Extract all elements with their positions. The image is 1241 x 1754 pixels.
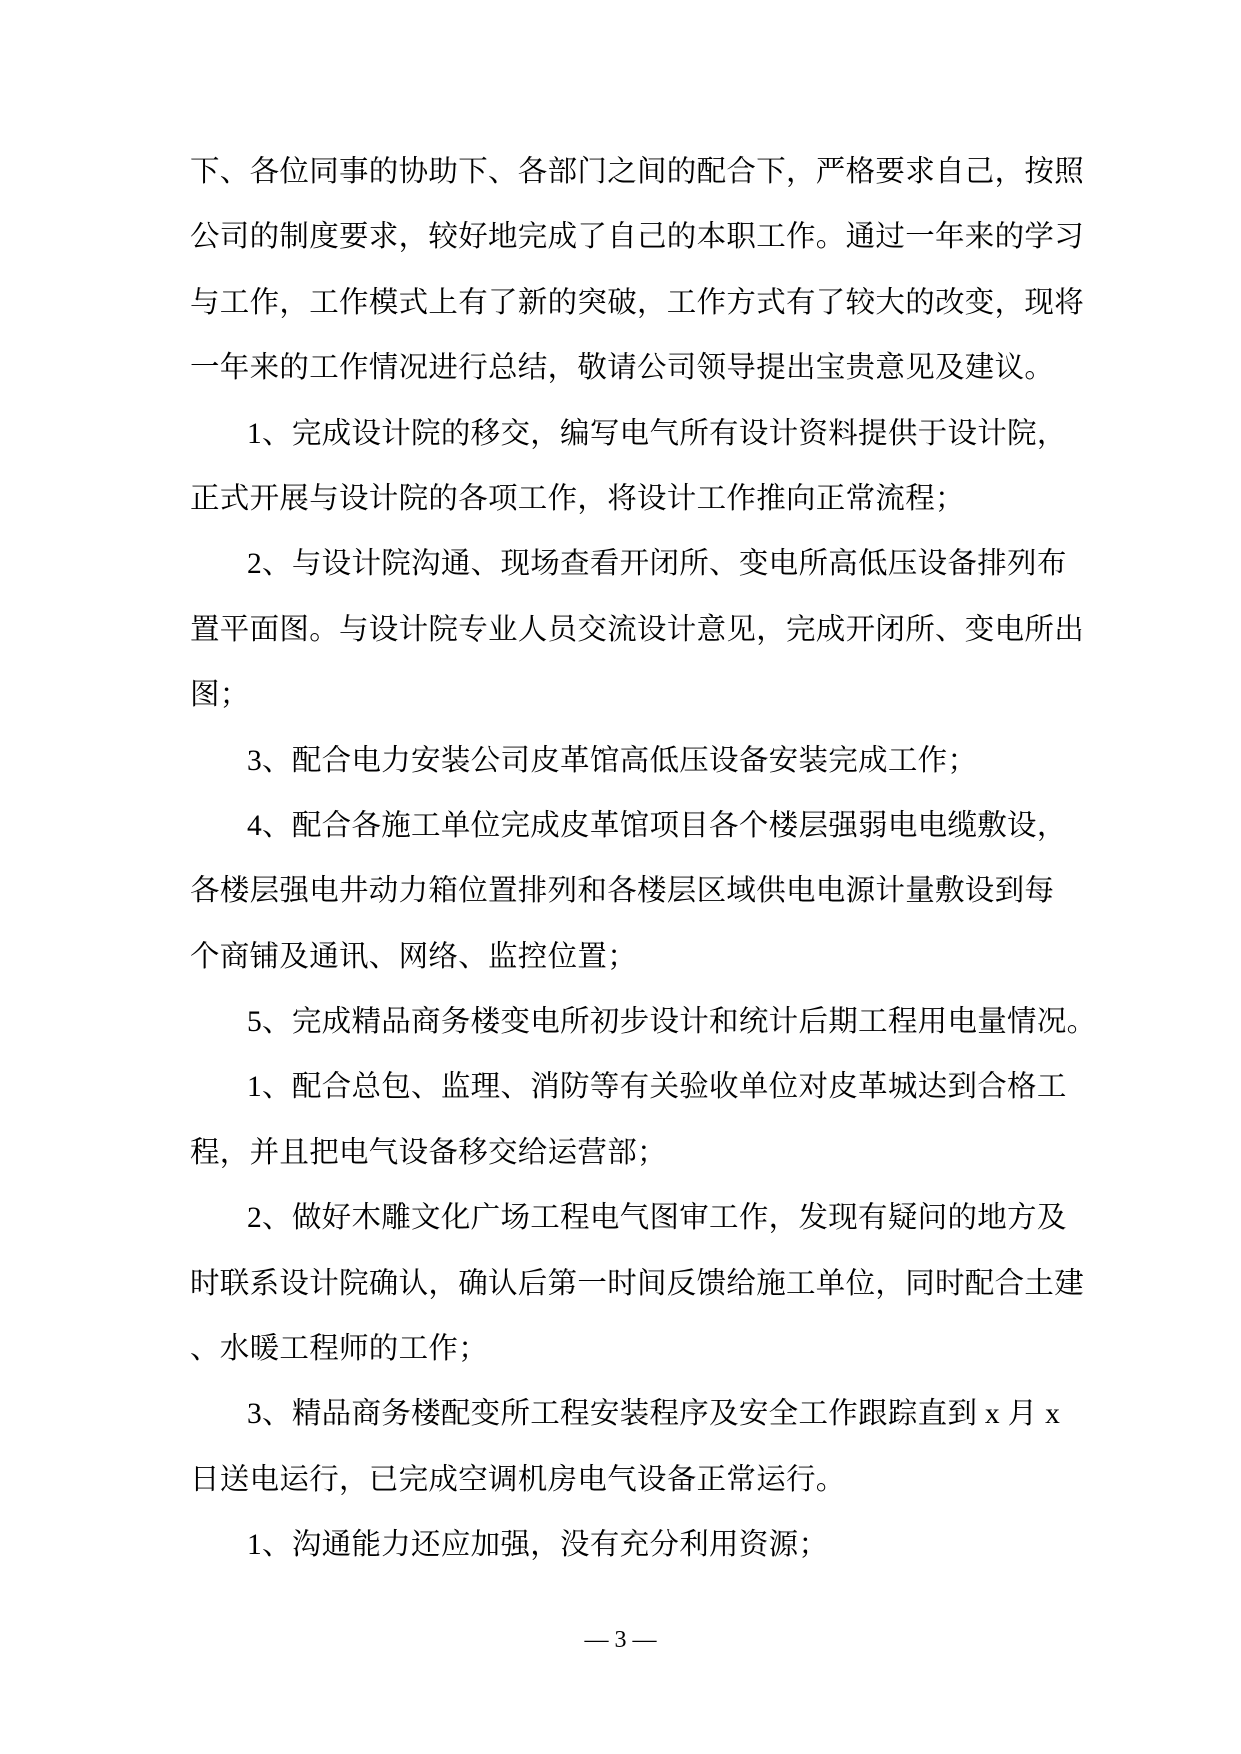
- text-line: 个商铺及通讯、网络、监控位置；: [190, 940, 638, 973]
- text-line: 置平面图。与设计院专业人员交流设计意见，完成开闭所、变电所出: [190, 613, 1085, 646]
- document-body: [190, 140, 1097, 1579]
- text-line: 日送电运行，已完成空调机房电气设备正常运行。: [190, 1463, 846, 1496]
- text-line: 、水暖工程师的工作；: [190, 1333, 489, 1366]
- text-line: 2、与设计院沟通、现场查看开闭所、变电所高低压设备排列布: [247, 548, 1067, 581]
- page-footer: [0, 1622, 1241, 1658]
- page-number: — 3 —: [584, 1627, 657, 1653]
- text-line: 4、配合各施工单位完成皮革馆项目各个楼层强弱电电缆敷设，: [247, 809, 1067, 842]
- text-line: 1、沟通能力还应加强，没有充分利用资源；: [247, 1529, 829, 1562]
- text-line: 3、精品商务楼配变所工程安装程序及安全工作跟踪直到 x 月 x: [247, 1398, 1061, 1431]
- text-line: 1、配合总包、监理、消防等有关验收单位对皮革城达到合格工: [247, 1071, 1067, 1104]
- text-line: 公司的制度要求，较好地完成了自己的本职工作。通过一年来的学习: [190, 221, 1085, 254]
- text-line: 下、各位同事的协助下、各部门之间的配合下，严格要求自己，按照: [190, 156, 1085, 188]
- text-line: 1、完成设计院的移交，编写电气所有设计资料提供于设计院，: [247, 417, 1067, 450]
- text-line: 图；: [190, 679, 250, 712]
- text-line: 2、做好木雕文化广场工程电气图审工作，发现有疑问的地方及: [247, 1202, 1067, 1235]
- text-line: 各楼层强电井动力箱位置排列和各楼层区域供电电源计量敷设到每: [190, 875, 1055, 908]
- text-line: 5、完成精品商务楼变电所初步设计和统计后期工程用电量情况。: [247, 1006, 1097, 1039]
- text-line: 与工作，工作模式上有了新的突破，工作方式有了较大的改变，现将: [190, 286, 1085, 319]
- text-line: 正式开展与设计院的各项工作，将设计工作推向正常流程；: [190, 482, 965, 515]
- text-line: 3、配合电力安装公司皮革馆高低压设备安装完成工作；: [247, 744, 978, 777]
- text-line: 程，并且把电气设备移交给运营部；: [190, 1136, 667, 1169]
- text-line: 时联系设计院确认，确认后第一时间反馈给施工单位，同时配合土建: [190, 1267, 1085, 1300]
- text-line: 一年来的工作情况进行总结，敬请公司领导提出宝贵意见及建议。: [190, 352, 1055, 385]
